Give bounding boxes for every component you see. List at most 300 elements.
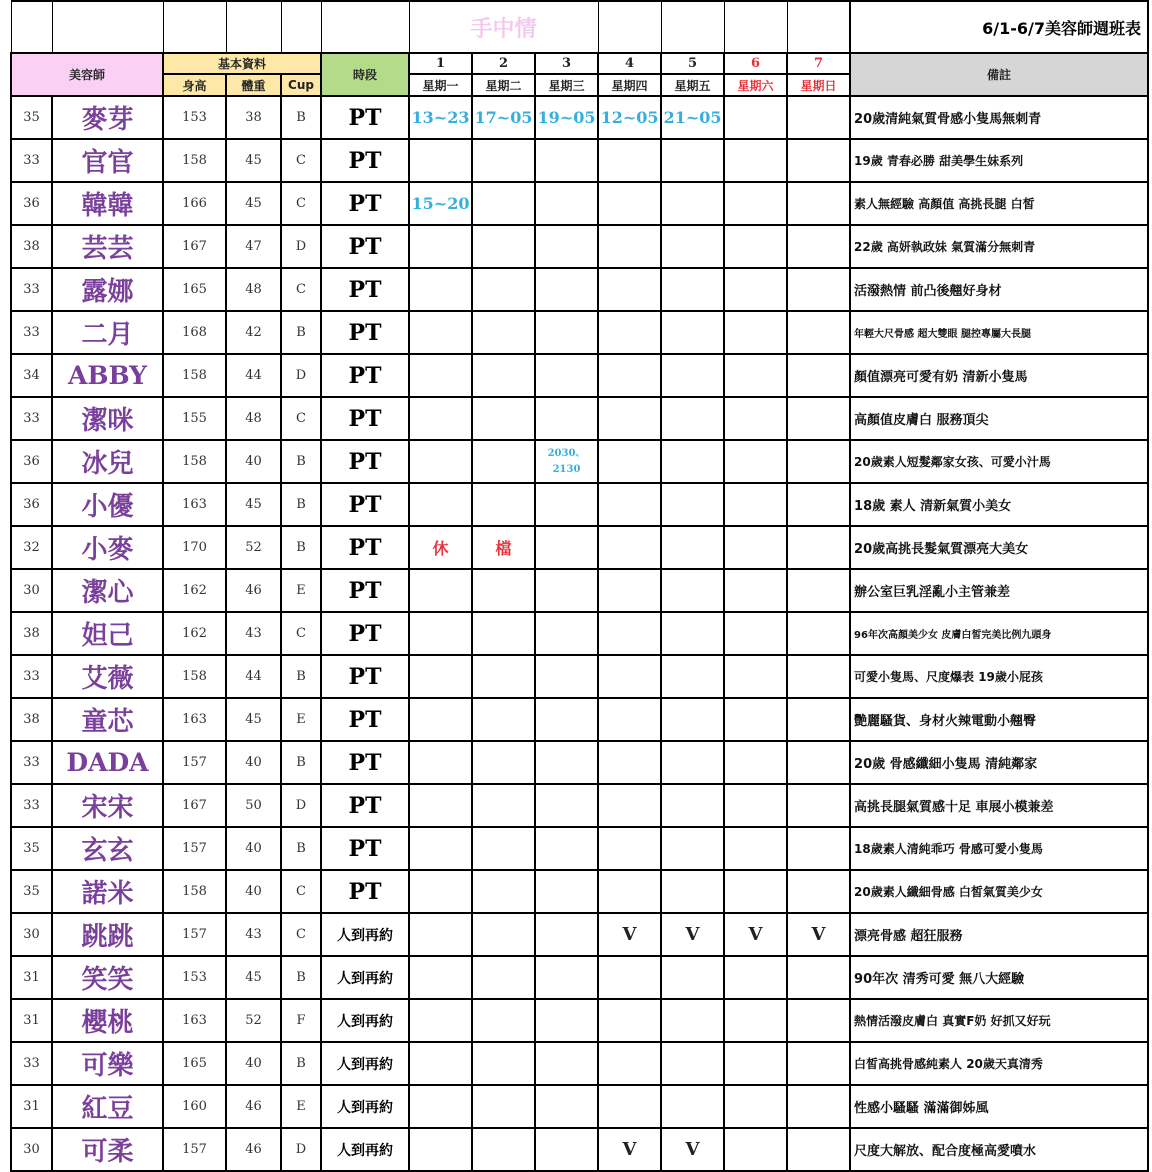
- weight-cell: 44: [226, 655, 281, 698]
- therapist-name: DADA: [52, 741, 163, 784]
- day-cell: [661, 1042, 724, 1085]
- age-cell: 33: [11, 139, 52, 182]
- day-cell: [661, 139, 724, 182]
- cup-cell: B: [281, 96, 321, 139]
- weight-cell: 45: [226, 956, 281, 999]
- weight-cell: 38: [226, 96, 281, 139]
- day-cell: [724, 870, 787, 913]
- age-cell: 38: [11, 698, 52, 741]
- cup-cell: B: [281, 1042, 321, 1085]
- day-cell: V: [661, 913, 724, 956]
- day-cell: V: [787, 913, 850, 956]
- day-cell: [409, 268, 472, 311]
- day-cell: [535, 999, 598, 1042]
- day-cell: [661, 354, 724, 397]
- note-cell: 20歲素人短髮鄰家女孩、可愛小汁馬: [850, 440, 1148, 483]
- day-cell: 15~20: [409, 182, 472, 225]
- height-cell: 158: [163, 440, 226, 483]
- age-cell: 30: [11, 569, 52, 612]
- time-slot-cell: PT: [321, 268, 409, 311]
- table-row: [11, 182, 1148, 225]
- height-cell: 163: [163, 483, 226, 526]
- time-slot-cell: PT: [321, 139, 409, 182]
- age-cell: 30: [11, 1128, 52, 1171]
- age-cell: 35: [11, 827, 52, 870]
- weight-cell: 52: [226, 999, 281, 1042]
- page-title: 手中情: [409, 1, 598, 53]
- day-cell: [472, 139, 535, 182]
- header-day-label: 星期一: [409, 74, 472, 96]
- day-cell: [535, 139, 598, 182]
- day-cell: [409, 784, 472, 827]
- day-cell: [535, 698, 598, 741]
- day-cell: [661, 870, 724, 913]
- day-cell: [598, 612, 661, 655]
- day-cell: [787, 1128, 850, 1171]
- note-cell: 20歲素人纖細骨感 白皙氣質美少女: [850, 870, 1148, 913]
- day-cell: [409, 397, 472, 440]
- day-cell: [598, 1042, 661, 1085]
- note-cell: 22歲 高妍執政妹 氣質滿分無刺青: [850, 225, 1148, 268]
- time-slot-cell: 人到再約: [321, 913, 409, 956]
- cup-cell: B: [281, 655, 321, 698]
- therapist-name: 二月: [52, 311, 163, 354]
- therapist-name: 小優: [52, 483, 163, 526]
- header-day-label: 星期三: [535, 74, 598, 96]
- cup-cell: C: [281, 913, 321, 956]
- day-cell: 17~05: [472, 96, 535, 139]
- height-cell: 158: [163, 870, 226, 913]
- day-cell: [787, 784, 850, 827]
- day-cell: [724, 483, 787, 526]
- day-cell: [472, 311, 535, 354]
- day-cell: [787, 139, 850, 182]
- day-cell: [787, 182, 850, 225]
- day-cell: [661, 526, 724, 569]
- day-cell: [724, 1042, 787, 1085]
- day-cell: [724, 784, 787, 827]
- day-cell: [724, 655, 787, 698]
- table-row: [11, 698, 1148, 741]
- header-day-num: 3: [535, 53, 598, 74]
- day-cell: [661, 225, 724, 268]
- age-cell: 36: [11, 182, 52, 225]
- weight-cell: 40: [226, 827, 281, 870]
- day-cell: [472, 655, 535, 698]
- weight-cell: 44: [226, 354, 281, 397]
- header-day-num: 7: [787, 53, 850, 74]
- day-cell: [535, 526, 598, 569]
- age-cell: 33: [11, 268, 52, 311]
- day-cell: [661, 612, 724, 655]
- age-cell: 38: [11, 225, 52, 268]
- day-cell: [409, 999, 472, 1042]
- weight-cell: 45: [226, 698, 281, 741]
- weight-cell: 43: [226, 612, 281, 655]
- day-cell: [661, 827, 724, 870]
- header-day-label: 星期日: [787, 74, 850, 96]
- day-cell: [535, 655, 598, 698]
- age-cell: 32: [11, 526, 52, 569]
- day-cell: [409, 741, 472, 784]
- day-cell: [472, 1042, 535, 1085]
- header-day-num: 6: [724, 53, 787, 74]
- day-cell: [535, 741, 598, 784]
- weight-cell: 45: [226, 182, 281, 225]
- table-row: [11, 354, 1148, 397]
- height-cell: 167: [163, 225, 226, 268]
- day-cell: [661, 311, 724, 354]
- day-cell: [724, 956, 787, 999]
- time-slot-cell: PT: [321, 182, 409, 225]
- day-cell: [598, 139, 661, 182]
- day-cell: [661, 698, 724, 741]
- therapist-name: 潔心: [52, 569, 163, 612]
- therapist-name: 可樂: [52, 1042, 163, 1085]
- age-cell: 33: [11, 655, 52, 698]
- note-cell: 活潑熱情 前凸後翹好身材: [850, 268, 1148, 311]
- note-cell: 年輕大尺骨感 超大雙眼 腿控專屬大長腿: [850, 311, 1148, 354]
- day-cell: [409, 1128, 472, 1171]
- day-cell: [472, 397, 535, 440]
- weight-cell: 50: [226, 784, 281, 827]
- day-cell: [535, 569, 598, 612]
- weight-cell: 46: [226, 1128, 281, 1171]
- time-slot-cell: PT: [321, 96, 409, 139]
- table-row: [11, 1128, 1148, 1171]
- day-cell: [661, 483, 724, 526]
- cup-cell: D: [281, 225, 321, 268]
- therapist-name: 麥芽: [52, 96, 163, 139]
- day-cell: [787, 741, 850, 784]
- day-cell: [598, 698, 661, 741]
- day-cell: [661, 397, 724, 440]
- weight-cell: 42: [226, 311, 281, 354]
- table-row: [11, 913, 1148, 956]
- day-cell: [724, 612, 787, 655]
- day-cell: [409, 827, 472, 870]
- time-slot-cell: PT: [321, 741, 409, 784]
- header-day-num: 1: [409, 53, 472, 74]
- time-slot-cell: PT: [321, 784, 409, 827]
- therapist-name: 艾薇: [52, 655, 163, 698]
- day-cell: [472, 483, 535, 526]
- cup-cell: D: [281, 784, 321, 827]
- height-cell: 158: [163, 655, 226, 698]
- cup-cell: C: [281, 182, 321, 225]
- day-cell: [661, 784, 724, 827]
- day-cell: [661, 440, 724, 483]
- cup-cell: C: [281, 268, 321, 311]
- height-cell: 162: [163, 569, 226, 612]
- cup-cell: E: [281, 1085, 321, 1128]
- note-cell: 漂亮骨感 超狂服務: [850, 913, 1148, 956]
- day-cell: [724, 440, 787, 483]
- weight-cell: 46: [226, 569, 281, 612]
- header-basic-info: 基本資料: [163, 53, 321, 74]
- header-cup: Cup: [281, 74, 321, 96]
- table-row: [11, 440, 1148, 483]
- day-cell: [598, 311, 661, 354]
- note-cell: 性感小騷騷 滿滿御姊風: [850, 1085, 1148, 1128]
- day-cell: [787, 440, 850, 483]
- day-cell: [535, 354, 598, 397]
- age-cell: 33: [11, 741, 52, 784]
- weekly-schedule-label: 6/1-6/7美容師週班表: [850, 1, 1148, 53]
- cup-cell: B: [281, 526, 321, 569]
- age-cell: 33: [11, 311, 52, 354]
- therapist-name: 宋宋: [52, 784, 163, 827]
- day-cell: [409, 139, 472, 182]
- day-cell: [787, 655, 850, 698]
- header-weight: 體重: [226, 74, 281, 96]
- time-slot-cell: 人到再約: [321, 1128, 409, 1171]
- day-cell: V: [598, 1128, 661, 1171]
- day-cell: [472, 569, 535, 612]
- day-cell: [724, 526, 787, 569]
- cup-cell: B: [281, 741, 321, 784]
- day-cell: [724, 827, 787, 870]
- table-row: [11, 999, 1148, 1042]
- note-cell: 辦公室巨乳淫亂小主管兼差: [850, 569, 1148, 612]
- age-cell: 35: [11, 96, 52, 139]
- day-cell: [472, 999, 535, 1042]
- note-cell: 可愛小隻馬、尺度爆表 19歲小屁孩: [850, 655, 1148, 698]
- day-cell: [724, 1128, 787, 1171]
- therapist-name: 櫻桃: [52, 999, 163, 1042]
- day-cell: [535, 1042, 598, 1085]
- age-cell: 34: [11, 354, 52, 397]
- day-cell: [787, 698, 850, 741]
- cup-cell: B: [281, 311, 321, 354]
- age-cell: 36: [11, 483, 52, 526]
- day-cell: [535, 483, 598, 526]
- day-cell: [472, 741, 535, 784]
- table-row: [11, 784, 1148, 827]
- weight-cell: 43: [226, 913, 281, 956]
- note-cell: 20歲高挑長髮氣質漂亮大美女: [850, 526, 1148, 569]
- height-cell: 153: [163, 96, 226, 139]
- time-slot-cell: 人到再約: [321, 1042, 409, 1085]
- day-cell: [409, 1042, 472, 1085]
- note-cell: 高挑長腿氣質感十足 車展小模兼差: [850, 784, 1148, 827]
- table-row: [11, 96, 1148, 139]
- time-slot-cell: PT: [321, 397, 409, 440]
- height-cell: 163: [163, 698, 226, 741]
- therapist-name: 官官: [52, 139, 163, 182]
- cup-cell: C: [281, 397, 321, 440]
- day-cell: [472, 1128, 535, 1171]
- age-cell: 30: [11, 913, 52, 956]
- time-slot-cell: PT: [321, 483, 409, 526]
- day-cell: [661, 655, 724, 698]
- height-cell: 158: [163, 139, 226, 182]
- day-cell: [724, 354, 787, 397]
- height-cell: 170: [163, 526, 226, 569]
- day-cell: [472, 870, 535, 913]
- cup-cell: B: [281, 956, 321, 999]
- header-time-slot: 時段: [321, 53, 409, 96]
- height-cell: 162: [163, 612, 226, 655]
- day-cell: V: [661, 1128, 724, 1171]
- cup-cell: B: [281, 440, 321, 483]
- table-row: [11, 569, 1148, 612]
- day-cell: [598, 956, 661, 999]
- day-cell: [472, 225, 535, 268]
- day-cell: V: [598, 913, 661, 956]
- time-slot-cell: PT: [321, 655, 409, 698]
- table-row: [11, 956, 1148, 999]
- day-cell: [787, 311, 850, 354]
- day-cell: [409, 311, 472, 354]
- day-cell: [535, 913, 598, 956]
- day-cell: [724, 96, 787, 139]
- note-cell: 20歲清純氣質骨感小隻馬無刺青: [850, 96, 1148, 139]
- day-cell: [472, 268, 535, 311]
- day-cell: [598, 569, 661, 612]
- day-cell: [535, 784, 598, 827]
- time-slot-cell: PT: [321, 440, 409, 483]
- header-day-num: 2: [472, 53, 535, 74]
- height-cell: 153: [163, 956, 226, 999]
- day-cell: [787, 354, 850, 397]
- day-cell: 12~05: [598, 96, 661, 139]
- day-cell: V: [724, 913, 787, 956]
- weight-cell: 40: [226, 870, 281, 913]
- table-row: [11, 268, 1148, 311]
- day-cell: [661, 956, 724, 999]
- day-cell: [535, 311, 598, 354]
- table-row: [11, 741, 1148, 784]
- table-row: [11, 1042, 1148, 1085]
- schedule-table: [10, 0, 1149, 1172]
- table-row: [11, 397, 1148, 440]
- cup-cell: C: [281, 870, 321, 913]
- day-cell: [661, 741, 724, 784]
- weight-cell: 45: [226, 139, 281, 182]
- day-cell: [598, 827, 661, 870]
- day-cell: [724, 741, 787, 784]
- table-row: [11, 139, 1148, 182]
- height-cell: 166: [163, 182, 226, 225]
- day-cell: 21~05: [661, 96, 724, 139]
- height-cell: 163: [163, 999, 226, 1042]
- table-row: [11, 655, 1148, 698]
- height-cell: 158: [163, 354, 226, 397]
- day-cell: [409, 569, 472, 612]
- day-cell: [598, 397, 661, 440]
- height-cell: 157: [163, 913, 226, 956]
- day-cell: [724, 397, 787, 440]
- day-cell: 休: [409, 526, 472, 569]
- height-cell: 155: [163, 397, 226, 440]
- day-cell: [409, 354, 472, 397]
- age-cell: 31: [11, 999, 52, 1042]
- therapist-name: 諾米: [52, 870, 163, 913]
- day-cell: [535, 956, 598, 999]
- age-cell: 31: [11, 956, 52, 999]
- table-row: [11, 225, 1148, 268]
- weight-cell: 40: [226, 741, 281, 784]
- height-cell: 167: [163, 784, 226, 827]
- day-cell: [472, 913, 535, 956]
- therapist-name: 潔咪: [52, 397, 163, 440]
- note-cell: 高顏值皮膚白 服務頂尖: [850, 397, 1148, 440]
- header-day-num: 5: [661, 53, 724, 74]
- day-cell: [598, 225, 661, 268]
- cup-cell: B: [281, 483, 321, 526]
- height-cell: 160: [163, 1085, 226, 1128]
- day-cell: [409, 483, 472, 526]
- day-cell: [409, 956, 472, 999]
- day-cell: [409, 913, 472, 956]
- day-cell: 13~23: [409, 96, 472, 139]
- day-cell: [598, 483, 661, 526]
- therapist-name: 妲己: [52, 612, 163, 655]
- note-cell: 熱情活潑皮膚白 真實F奶 好抓又好玩: [850, 999, 1148, 1042]
- day-cell: [598, 741, 661, 784]
- day-cell: [724, 182, 787, 225]
- table-row: [11, 311, 1148, 354]
- day-cell: [598, 784, 661, 827]
- day-cell: [724, 311, 787, 354]
- day-cell: [472, 698, 535, 741]
- day-cell: [472, 1085, 535, 1128]
- note-cell: 19歲 青春必勝 甜美學生妹系列: [850, 139, 1148, 182]
- table-row: [11, 483, 1148, 526]
- day-cell: [535, 268, 598, 311]
- day-cell: 檔: [472, 526, 535, 569]
- day-cell: [409, 1085, 472, 1128]
- weight-cell: 52: [226, 526, 281, 569]
- day-cell: [535, 1128, 598, 1171]
- day-cell: [724, 225, 787, 268]
- day-cell: 2030、2130: [535, 440, 598, 483]
- time-slot-cell: PT: [321, 827, 409, 870]
- day-cell: [787, 612, 850, 655]
- age-cell: 33: [11, 784, 52, 827]
- height-cell: 157: [163, 827, 226, 870]
- therapist-name: 冰兒: [52, 440, 163, 483]
- note-cell: 90年次 清秀可愛 無八大經驗: [850, 956, 1148, 999]
- height-cell: 168: [163, 311, 226, 354]
- day-cell: [598, 526, 661, 569]
- day-cell: [472, 182, 535, 225]
- height-cell: 157: [163, 741, 226, 784]
- cup-cell: B: [281, 827, 321, 870]
- day-cell: [787, 1085, 850, 1128]
- day-cell: [787, 526, 850, 569]
- day-cell: [598, 655, 661, 698]
- day-cell: [661, 569, 724, 612]
- day-cell: [535, 397, 598, 440]
- cup-cell: F: [281, 999, 321, 1042]
- note-cell: 素人無經驗 高顏值 高挑長腿 白皙: [850, 182, 1148, 225]
- age-cell: 31: [11, 1085, 52, 1128]
- day-cell: [787, 397, 850, 440]
- age-cell: 33: [11, 397, 52, 440]
- weight-cell: 47: [226, 225, 281, 268]
- day-cell: [598, 182, 661, 225]
- day-cell: [598, 440, 661, 483]
- cup-cell: E: [281, 698, 321, 741]
- day-cell: [724, 999, 787, 1042]
- note-cell: 艷麗騷貨、身材火辣電動小翹臀: [850, 698, 1148, 741]
- day-cell: [661, 999, 724, 1042]
- day-cell: 19~05: [535, 96, 598, 139]
- therapist-name: 玄玄: [52, 827, 163, 870]
- table-row: [11, 612, 1148, 655]
